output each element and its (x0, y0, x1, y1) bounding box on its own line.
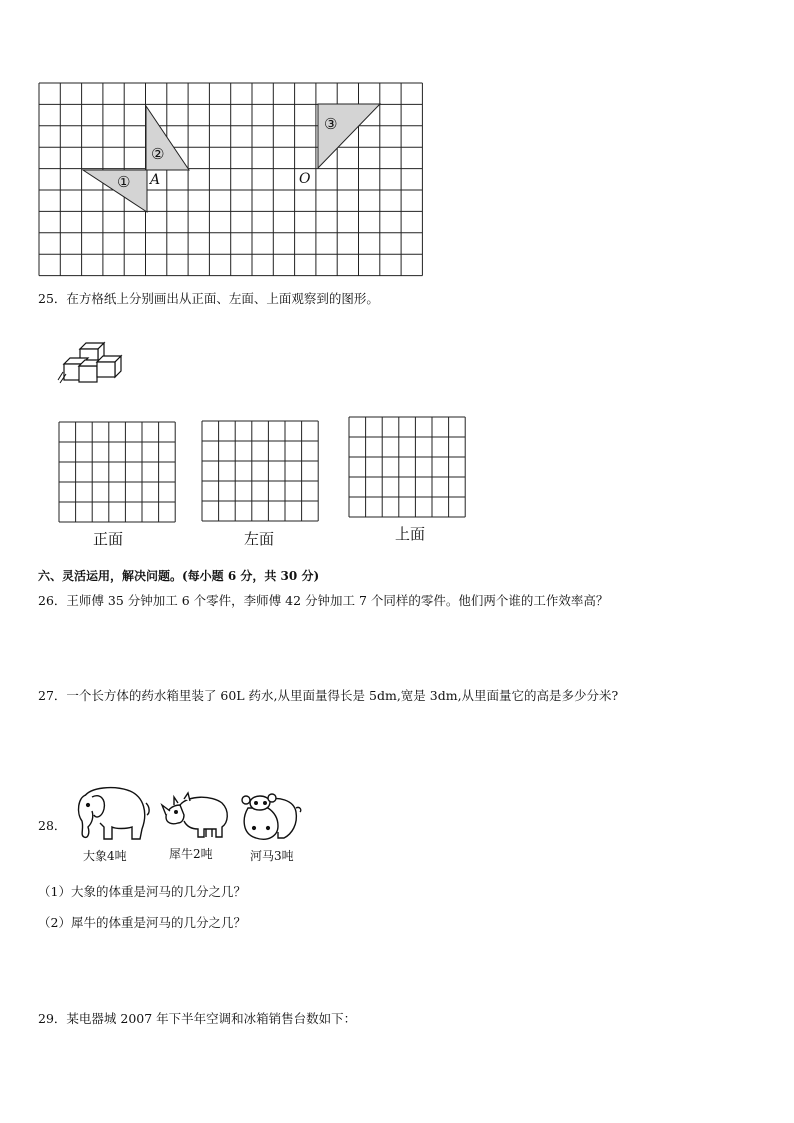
question-28-part-2: （2）犀牛的体重是河马的几分之几？ (38, 915, 246, 930)
point-o-label: O (299, 171, 311, 187)
question-25: 25．在方格纸上分别画出从正面、左面、上面观察到的图形。 (38, 291, 379, 306)
point-a-label: A (150, 172, 161, 188)
section-6-title: 六、灵活运用，解决问题。(每小题 6 分，共 30 分) (38, 569, 320, 583)
triangle-1-label: ① (117, 173, 131, 191)
triangle-3-label: ③ (324, 115, 338, 133)
rhino-icon (160, 789, 232, 841)
top-view-grid (349, 417, 465, 517)
view-grids (0, 0, 794, 540)
question-26: 26．王师傅 35 分钟加工 6 个零件，李师傅 42 分钟加工 7 个同样的零件。他们两个谁的工作效率高？ (38, 593, 609, 608)
elephant-icon (70, 783, 150, 845)
hippo-caption: 河马3吨 (250, 849, 294, 863)
elephant-caption: 大象4吨 (83, 849, 127, 863)
left-view-grid (202, 421, 318, 521)
question-27: 27．一个长方体的药水箱里装了 60L 药水,从里面量得长是 5dm,宽是 3dm,从里面量它的高是多少分米? (38, 688, 619, 703)
question-29: 29．某电器城 2007 年下半年空调和冰箱销售台数如下： (38, 1011, 357, 1026)
question-28-number: 28． (38, 818, 67, 833)
question-28-part-1: （1）大象的体重是河马的几分之几？ (38, 884, 246, 899)
hippo-icon (238, 788, 304, 844)
top-view-label: 上面 (395, 525, 426, 543)
triangle-2-label: ② (151, 145, 165, 163)
left-view-label: 左面 (244, 530, 275, 548)
front-view-label: 正面 (93, 530, 124, 548)
rhino-caption: 犀牛2吨 (169, 847, 213, 861)
front-view-grid (59, 422, 175, 522)
